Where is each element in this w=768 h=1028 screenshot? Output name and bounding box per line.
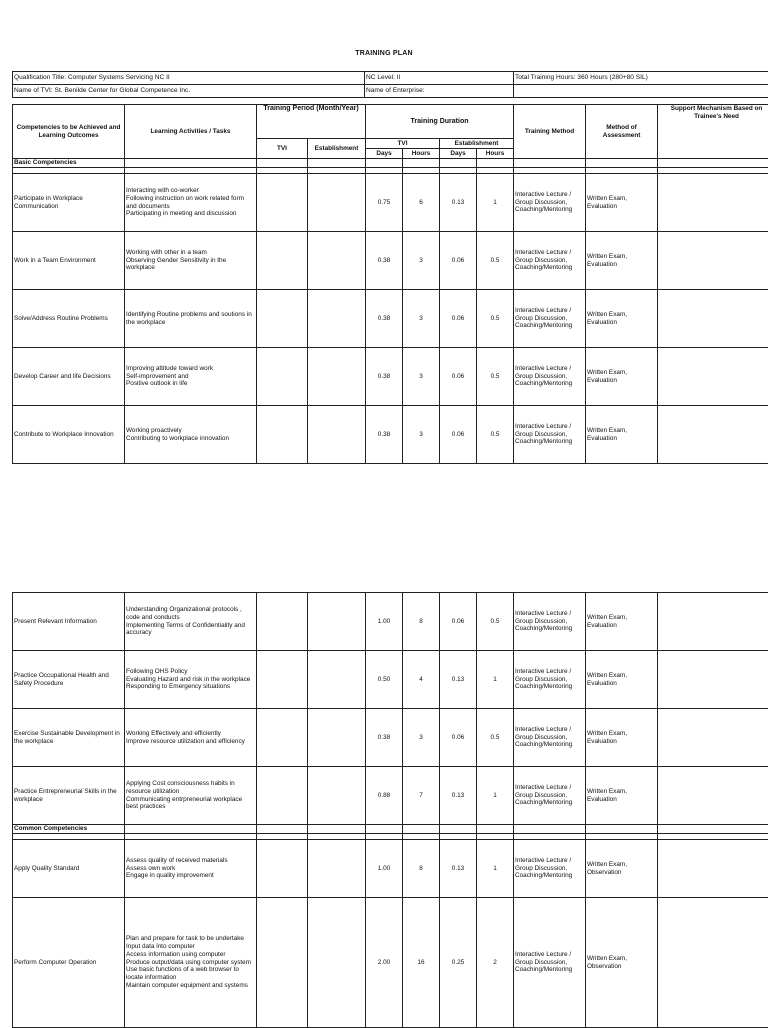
header-tvi-days: Days xyxy=(366,149,403,159)
est-hours-cell: 0.5 xyxy=(477,290,514,348)
training-method-cell: Interactive Lecture / Group Discussion, Coaching/Mentoring xyxy=(514,898,586,1028)
tvi-days-cell: 0.38 xyxy=(366,290,403,348)
period-establishment-cell xyxy=(308,290,366,348)
est-days-cell: 0.13 xyxy=(440,651,477,709)
table-row xyxy=(13,709,768,767)
header-duration-establishment: Establishment xyxy=(440,139,514,149)
header-period-tvi: TVI xyxy=(257,139,308,159)
competency-cell: Work in a Team Environment xyxy=(13,232,125,290)
competency-cell: Participate in Workplace Communication xyxy=(13,174,125,232)
competency-cell: Present Relevant Information xyxy=(13,593,125,651)
table-row xyxy=(13,406,768,464)
activities-cell: Plan and prepare for task to be undertake Input data into computer Access information using computer Produce output/data using computer system Use basic functions of a web browser to locate information Maintain computer equipment and systems xyxy=(125,898,257,1028)
period-establishment-cell xyxy=(308,348,366,406)
support-mechanism-cell xyxy=(658,709,768,767)
support-mechanism-cell xyxy=(658,898,768,1028)
header-tvi-hours: Hours xyxy=(403,149,440,159)
page-title: TRAINING PLAN xyxy=(0,50,768,57)
activities-cell: Working with other in a team Observing Gender Sensitivity in the workplace xyxy=(125,232,257,290)
est-days-cell: 0.06 xyxy=(440,709,477,767)
est-days-cell: 0.06 xyxy=(440,406,477,464)
period-tvi-cell xyxy=(257,840,308,898)
total-training-hours: Total Training Hours: 360 Hours (280+80 SIL) xyxy=(514,72,768,85)
tvi-hours-cell: 8 xyxy=(403,840,440,898)
tvi-hours-cell: 16 xyxy=(403,898,440,1028)
training-method-cell: Interactive Lecture / Group Discussion, Coaching/Mentoring xyxy=(514,232,586,290)
period-establishment-cell xyxy=(308,174,366,232)
training-method-cell: Interactive Lecture / Group Discussion, Coaching/Mentoring xyxy=(514,348,586,406)
tvi-hours-cell: 8 xyxy=(403,593,440,651)
info-table xyxy=(12,71,768,98)
est-hours-cell: 0.5 xyxy=(477,593,514,651)
period-establishment-cell xyxy=(308,593,366,651)
assessment-cell: Written Exam, Evaluation xyxy=(586,232,658,290)
enterprise-name: Name of Enterprise: xyxy=(365,85,514,98)
tvi-days-cell: 1.00 xyxy=(366,593,403,651)
table-row xyxy=(13,232,768,290)
tvi-days-cell: 0.38 xyxy=(366,406,403,464)
competency-cell: Contribute to Workplace Innovation xyxy=(13,406,125,464)
tvi-days-cell: 1.00 xyxy=(366,840,403,898)
support-mechanism-cell xyxy=(658,406,768,464)
period-tvi-cell xyxy=(257,348,308,406)
period-establishment-cell xyxy=(308,406,366,464)
est-days-cell: 0.13 xyxy=(440,767,477,825)
tvi-hours-cell: 6 xyxy=(403,174,440,232)
est-hours-cell: 0.5 xyxy=(477,348,514,406)
assessment-cell: Written Exam, Evaluation xyxy=(586,348,658,406)
period-establishment-cell xyxy=(308,232,366,290)
training-method-cell: Interactive Lecture / Group Discussion, Coaching/Mentoring xyxy=(514,406,586,464)
activities-cell: Understanding Organizational protocols , code and conducts Implementing Terms of Confidentiality and accuracy xyxy=(125,593,257,651)
training-plan-table xyxy=(12,104,768,464)
est-days-cell: 0.06 xyxy=(440,348,477,406)
tvi-hours-cell: 3 xyxy=(403,348,440,406)
est-hours-cell: 1 xyxy=(477,767,514,825)
table-row xyxy=(13,348,768,406)
activities-cell: Identifying Routine problems and soutions in the workplace xyxy=(125,290,257,348)
section-basic-competencies: Basic Competencies xyxy=(13,159,125,168)
period-tvi-cell xyxy=(257,174,308,232)
section-common-competencies: Common Competencies xyxy=(13,825,125,834)
nc-level: NC Level: II xyxy=(365,72,514,85)
activities-cell: Following OHS Policy Evaluating Hazard and risk in the workplace Responding to Emergency situations xyxy=(125,651,257,709)
support-mechanism-cell xyxy=(658,767,768,825)
activities-cell: Improving attitude toward work Self-improvement and Positive outlook in life xyxy=(125,348,257,406)
tvi-name: Name of TVI: St. Benilde Center for Global Competence Inc. xyxy=(13,85,365,98)
training-method-cell: Interactive Lecture / Group Discussion, Coaching/Mentoring xyxy=(514,840,586,898)
activities-cell: Applying Cost consciousness habits in resource utilization Communicating entrpreneurial workplace best practices xyxy=(125,767,257,825)
table-row xyxy=(13,898,768,1028)
tvi-days-cell: 0.38 xyxy=(366,348,403,406)
assessment-cell: Written Exam, Evaluation xyxy=(586,709,658,767)
competency-cell: Practice Occupational Health and Safety Procedure xyxy=(13,651,125,709)
assessment-cell: Written Exam, Observation xyxy=(586,898,658,1028)
header-est-hours: Hours xyxy=(477,149,514,159)
competency-cell: Develop Career and life Decisions xyxy=(13,348,125,406)
table-row xyxy=(13,290,768,348)
est-days-cell: 0.13 xyxy=(440,174,477,232)
header-est-days: Days xyxy=(440,149,477,159)
assessment-cell: Written Exam, Evaluation xyxy=(586,174,658,232)
support-mechanism-cell xyxy=(658,232,768,290)
training-method-cell: Interactive Lecture / Group Discussion, Coaching/Mentoring xyxy=(514,174,586,232)
training-method-cell: Interactive Lecture / Group Discussion, Coaching/Mentoring xyxy=(514,651,586,709)
support-mechanism-cell xyxy=(658,174,768,232)
est-hours-cell: 0.5 xyxy=(477,406,514,464)
period-tvi-cell xyxy=(257,651,308,709)
activities-cell: Working proactively Contributing to workplace innovation xyxy=(125,406,257,464)
table-row xyxy=(13,174,768,232)
period-tvi-cell xyxy=(257,709,308,767)
table-row xyxy=(13,651,768,709)
header-training-method: Training Method xyxy=(514,105,586,159)
period-establishment-cell xyxy=(308,709,366,767)
est-hours-cell: 0.5 xyxy=(477,232,514,290)
est-days-cell: 0.13 xyxy=(440,840,477,898)
assessment-cell: Written Exam, Observation xyxy=(586,840,658,898)
activities-cell: Assess quality of received materials Assess own work Engage in quality improvement xyxy=(125,840,257,898)
tvi-days-cell: 0.50 xyxy=(366,651,403,709)
training-method-cell: Interactive Lecture / Group Discussion, Coaching/Mentoring xyxy=(514,709,586,767)
table-row xyxy=(13,593,768,651)
period-establishment-cell xyxy=(308,840,366,898)
assessment-cell: Written Exam, Evaluation xyxy=(586,651,658,709)
support-mechanism-cell xyxy=(658,651,768,709)
est-hours-cell: 0.5 xyxy=(477,709,514,767)
period-establishment-cell xyxy=(308,651,366,709)
period-tvi-cell xyxy=(257,898,308,1028)
header-duration-tvi: TVI xyxy=(366,139,440,149)
header-training-period: Training Period (Month/Year) xyxy=(257,105,366,139)
tvi-hours-cell: 7 xyxy=(403,767,440,825)
support-mechanism-cell xyxy=(658,290,768,348)
period-tvi-cell xyxy=(257,767,308,825)
tvi-hours-cell: 4 xyxy=(403,651,440,709)
est-days-cell: 0.06 xyxy=(440,232,477,290)
training-method-cell: Interactive Lecture / Group Discussion, Coaching/Mentoring xyxy=(514,593,586,651)
tvi-days-cell: 0.38 xyxy=(366,232,403,290)
tvi-hours-cell: 3 xyxy=(403,709,440,767)
competency-cell: Perform Computer Operation xyxy=(13,898,125,1028)
est-days-cell: 0.25 xyxy=(440,898,477,1028)
header-support-mechanism: Support Mechanism Based on Trainee's Need xyxy=(658,105,768,159)
period-tvi-cell xyxy=(257,232,308,290)
tvi-hours-cell: 3 xyxy=(403,232,440,290)
support-mechanism-cell xyxy=(658,593,768,651)
header-training-duration: Training Duration xyxy=(366,105,514,139)
est-hours-cell: 1 xyxy=(477,840,514,898)
header-period-establishment: Establishment xyxy=(308,139,366,159)
tvi-days-cell: 2.00 xyxy=(366,898,403,1028)
training-method-cell: Interactive Lecture / Group Discussion, Coaching/Mentoring xyxy=(514,290,586,348)
period-establishment-cell xyxy=(308,898,366,1028)
competency-cell: Practice Entrepreneurial Skills in the workplace xyxy=(13,767,125,825)
activities-cell: Working Effectively and efficiently Improve resource utilization and efficiency xyxy=(125,709,257,767)
activities-cell: Interacting with co-worker Following instruction on work related form and documents Participating in meeting and discussion xyxy=(125,174,257,232)
competency-cell: Apply Quality Standard xyxy=(13,840,125,898)
assessment-cell: Written Exam, Evaluation xyxy=(586,593,658,651)
tvi-days-cell: 0.38 xyxy=(366,709,403,767)
competency-cell: Solve/Address Routine Problems xyxy=(13,290,125,348)
training-method-cell: Interactive Lecture / Group Discussion, Coaching/Mentoring xyxy=(514,767,586,825)
table-row xyxy=(13,840,768,898)
support-mechanism-cell xyxy=(658,348,768,406)
est-days-cell: 0.06 xyxy=(440,593,477,651)
tvi-hours-cell: 3 xyxy=(403,406,440,464)
qualification-title: Qualification Title: Computer Systems Servicing NC II xyxy=(13,72,365,85)
table-row xyxy=(13,767,768,825)
tvi-hours-cell: 3 xyxy=(403,290,440,348)
training-plan-table-continued xyxy=(12,592,768,1028)
assessment-cell: Written Exam, Evaluation xyxy=(586,406,658,464)
info-blank-cell xyxy=(514,85,768,98)
tvi-days-cell: 0.75 xyxy=(366,174,403,232)
tvi-days-cell: 0.88 xyxy=(366,767,403,825)
period-establishment-cell xyxy=(308,767,366,825)
support-mechanism-cell xyxy=(658,840,768,898)
est-hours-cell: 1 xyxy=(477,651,514,709)
assessment-cell: Written Exam, Evaluation xyxy=(586,767,658,825)
period-tvi-cell xyxy=(257,406,308,464)
header-activities: Learning Activities / Tasks xyxy=(125,105,257,159)
est-hours-cell: 2 xyxy=(477,898,514,1028)
period-tvi-cell xyxy=(257,290,308,348)
est-days-cell: 0.06 xyxy=(440,290,477,348)
competency-cell: Exercise Sustainable Development in the workplace xyxy=(13,709,125,767)
header-competencies: Competencies to be Achieved and Learning Outcomes xyxy=(13,105,125,159)
header-method-of-assessment: Method of Assessment xyxy=(586,105,658,159)
period-tvi-cell xyxy=(257,593,308,651)
assessment-cell: Written Exam, Evaluation xyxy=(586,290,658,348)
est-hours-cell: 1 xyxy=(477,174,514,232)
